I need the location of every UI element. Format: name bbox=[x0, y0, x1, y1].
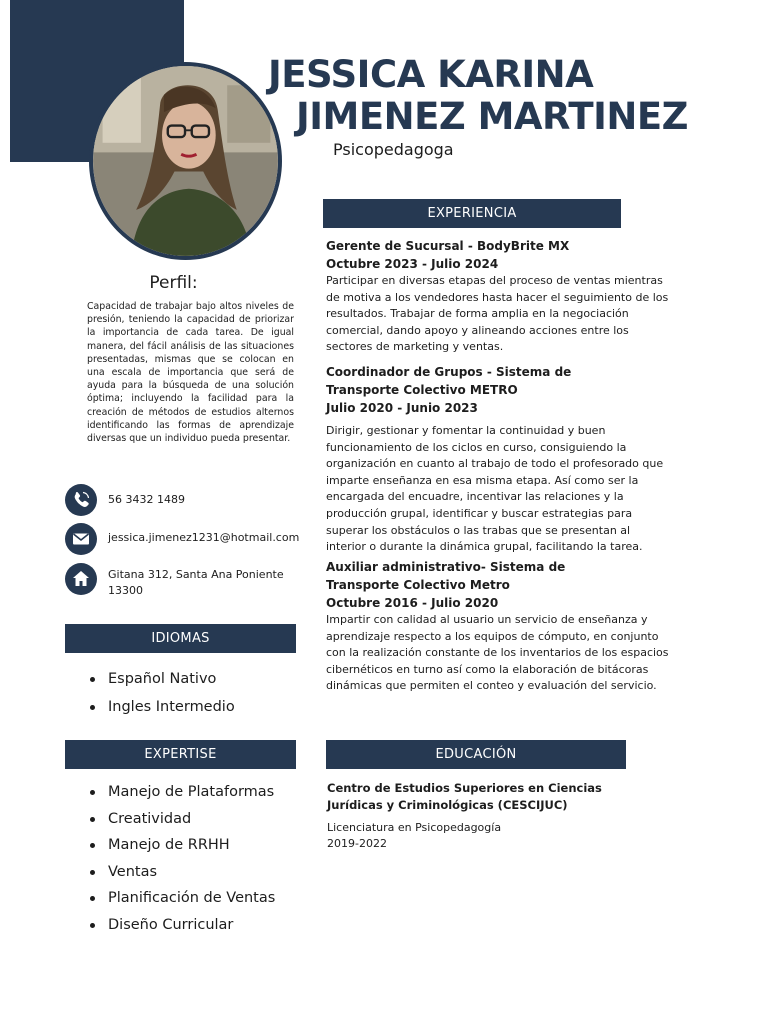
list-item: Ventas bbox=[90, 859, 275, 886]
job-title: Coordinador de Grupos - Sistema de bbox=[326, 365, 572, 379]
job-description: Impartir con calidad al usuario un servicio de enseñanza y aprendizaje respecto a los equipos de cómputo, en conjunto con la realización constante de los inventarios de los espacios cibernéticos en turno así como la elaboración de bitácoras dinámicas que permiten el conteo y evaluación del servicio. bbox=[326, 613, 669, 693]
job-role: Psicopedagoga bbox=[333, 140, 454, 159]
list-item: Creatividad bbox=[90, 806, 275, 833]
job-description: Dirigir, gestionar y fomentar la continuidad y buen funcionamiento de los ciclos en curso, consiguiendo la organización en cuanto al trabajo de todo el profesorado que imparte enseñanza en esa misma etapa. Así como ser la encargada del encuadre, incentivar las relaciones y la producción grupal, identificar y buscar estrategias para superar los obstáculos o las trabas que se presentan al interior o durante la dinámica grupal, facilitando la tarea. bbox=[326, 424, 664, 554]
perfil-heading: Perfil: bbox=[149, 273, 198, 293]
list-item: Planificación de Ventas bbox=[90, 885, 275, 912]
job-title: Auxiliar administrativo- Sistema de bbox=[326, 560, 566, 574]
job-dates: Octubre 2023 - Julio 2024 bbox=[326, 257, 499, 271]
list-item: Manejo de Plataformas bbox=[90, 779, 275, 806]
contact-address bbox=[108, 567, 284, 598]
list-item: Diseño Curricular bbox=[90, 912, 275, 939]
experiencia-heading: EXPERIENCIA bbox=[323, 199, 621, 228]
list-item: Manejo de RRHH bbox=[90, 832, 275, 859]
name-first: JESSICA KARINA bbox=[268, 53, 594, 96]
education-entry bbox=[327, 780, 627, 851]
contact-phone[interactable]: 56 3432 1489 bbox=[108, 493, 185, 506]
address-street: Gitana 312, Santa Ana Poniente bbox=[108, 568, 284, 581]
phone-icon bbox=[65, 484, 97, 516]
idiomas-heading: IDIOMAS bbox=[65, 624, 296, 653]
institution-name: Centro de Estudios Superiores en Ciencias bbox=[327, 781, 602, 795]
job-dates: Julio 2020 - Junio 2023 bbox=[326, 401, 478, 415]
address-zip: 13300 bbox=[108, 583, 143, 597]
list-item: Español Nativo bbox=[90, 665, 235, 693]
degree-name: Licenciatura en Psicopedagogía bbox=[327, 821, 502, 834]
job-title: Transporte Colectivo Metro bbox=[326, 578, 510, 592]
list-item: Ingles Intermedio bbox=[90, 693, 235, 721]
expertise-list bbox=[90, 779, 275, 938]
idiomas-list bbox=[90, 665, 235, 721]
email-icon bbox=[65, 523, 97, 555]
institution-name: Jurídicas y Criminológicas (CESCIJUC) bbox=[327, 797, 568, 812]
educacion-heading: EDUCACIÓN bbox=[326, 740, 626, 769]
job-dates: Octubre 2016 - Julio 2020 bbox=[326, 596, 499, 610]
expertise-heading: EXPERTISE bbox=[65, 740, 296, 769]
degree-years: 2019-2022 bbox=[327, 836, 387, 850]
profile-photo bbox=[89, 62, 282, 260]
job-entry bbox=[326, 237, 671, 356]
job-entry bbox=[326, 558, 671, 695]
contact-email[interactable]: jessica.jimenez1231@hotmail.com bbox=[108, 531, 300, 544]
perfil-text: Capacidad de trabajar bajo altos niveles de presión, teniendo la capacidad de priorizar la importancia de cada tarea. De igual manera, del fácil análisis de las situaciones presentadas, mismas que se colocan en una escala de importancia que será de ayuda para la búsqueda de una solución óptima; incluyendo la facilidad para la creación de métodos de estudios alternos identificando las formas de aprendizaje diversas que un individuo pueda presentar. bbox=[87, 301, 294, 445]
name-last: JIMENEZ MARTINEZ bbox=[296, 95, 688, 138]
job-title: Transporte Colectivo METRO bbox=[326, 383, 518, 397]
job-title: Gerente de Sucursal - BodyBrite MX bbox=[326, 239, 570, 253]
job-description: Participar en diversas etapas del proceso de ventas mientras de motiva a los vendedores hasta hacer el seguimiento de los resultados. Trabajar de forma amplia en la negociación comercial, dando apoyo y alineando acciones entre los sectores de marketing y ventas. bbox=[326, 274, 669, 354]
home-icon bbox=[65, 563, 97, 595]
job-entry bbox=[326, 363, 671, 556]
